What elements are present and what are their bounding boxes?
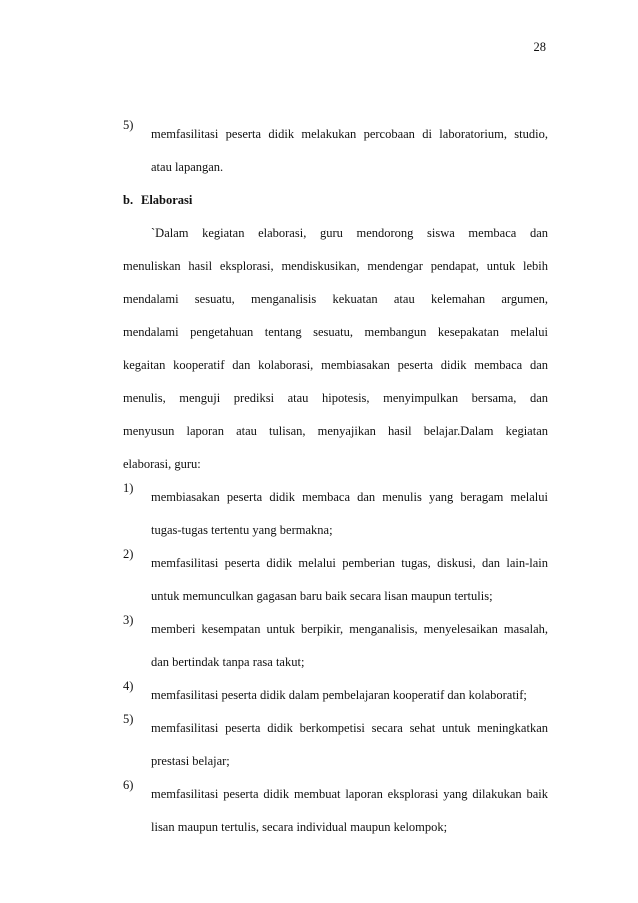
list-item-3-cont xyxy=(123,646,548,679)
section-heading-text: Elaborasi xyxy=(141,193,193,207)
list-item-1 xyxy=(123,481,548,514)
list-item-text-line: untuk memunculkan gagasan baru baik secara lisan maupun tertulis; xyxy=(151,589,493,603)
list-item-6 xyxy=(123,778,548,811)
list-item-text-line: memfasilitasi peserta didik melakukan percobaan di laboratorium, studio, xyxy=(151,127,548,141)
list-item-text-line: memfasilitasi peserta didik melalui pemberian tugas, diskusi, dan lain-lain xyxy=(151,556,548,570)
list-item-spacer xyxy=(123,514,151,547)
list-item-text-line: memfasilitasi peserta didik berkompetisi secara sehat untuk meningkatkan xyxy=(151,721,548,735)
list-item-5 xyxy=(123,712,548,745)
list-item-number: 5) xyxy=(123,712,134,726)
list-item-text-line: tugas-tugas tertentu yang bermakna; xyxy=(151,523,333,537)
list-item-text-line: lisan maupun tertulis, secara individual maupun kelompok; xyxy=(151,820,448,834)
list-item-text-line: atau lapangan. xyxy=(151,160,224,174)
section-heading-number: b. xyxy=(123,193,134,207)
list-item-text-line: memfasilitasi peserta didik membuat laporan eksplorasi yang dilakukan baik xyxy=(151,787,548,801)
list-item-text-line: dan bertindak tanpa rasa takut; xyxy=(151,655,305,669)
list-item-text-line: memberi kesempatan untuk berpikir, menganalisis, menyelesaikan masalah, xyxy=(151,622,548,636)
list-item-number: 5) xyxy=(123,118,134,132)
list-item-1-cont xyxy=(123,514,548,547)
paragraph-line: `Dalam kegiatan elaborasi, guru mendorong siswa membaca dan xyxy=(151,226,548,240)
list-item-spacer xyxy=(123,745,151,778)
list-item-top-5 xyxy=(123,118,548,151)
list-item-text-line: memfasilitasi peserta didik dalam pembelajaran kooperatif dan kolaboratif; xyxy=(151,688,527,702)
paragraph-line: mendalami sesuatu, menganalisis kekuatan atau kelemahan argumen, xyxy=(123,292,548,306)
page-number: 28 xyxy=(533,40,546,54)
paragraph-line: kegaitan kooperatif dan kolaborasi, membiasakan peserta didik membaca dan xyxy=(123,358,548,372)
paragraph-line: menulis, menguji prediksi atau hipotesis, menyimpulkan bersama, dan xyxy=(123,391,548,405)
paragraph xyxy=(123,217,548,481)
paragraph-line: mendalami pengetahuan tentang sesuatu, membangun kesepakatan melalui xyxy=(123,325,548,339)
list-item-6-cont xyxy=(123,811,548,844)
section-heading xyxy=(123,184,548,217)
list-item-number: 4) xyxy=(123,679,134,693)
list-item-spacer xyxy=(123,646,151,679)
list-item-2 xyxy=(123,547,548,580)
list-item-5-cont xyxy=(123,745,548,778)
list-item-4 xyxy=(123,679,548,712)
list-item-spacer xyxy=(123,811,151,844)
paragraph-line: elaborasi, guru: xyxy=(123,457,201,471)
document-body xyxy=(123,118,548,844)
list-item-2-cont xyxy=(123,580,548,613)
list-item-text-line: membiasakan peserta didik membaca dan menulis yang beragam melalui xyxy=(151,490,548,504)
list-item-spacer xyxy=(123,151,151,184)
paragraph-line: menyusun laporan atau tulisan, menyajikan hasil belajar.Dalam kegiatan xyxy=(123,424,548,438)
list-item-number: 1) xyxy=(123,481,134,495)
list-item-number: 2) xyxy=(123,547,134,561)
list-item-top-5-cont xyxy=(123,151,548,184)
list-item-spacer xyxy=(123,580,151,613)
list-item-3 xyxy=(123,613,548,646)
list-item-text-line: prestasi belajar; xyxy=(151,754,230,768)
list-item-number: 3) xyxy=(123,613,134,627)
paragraph-line: menuliskan hasil eksplorasi, mendiskusikan, mendengar pendapat, untuk lebih xyxy=(123,259,548,273)
list-item-number: 6) xyxy=(123,778,134,792)
numbered-list xyxy=(123,481,548,844)
